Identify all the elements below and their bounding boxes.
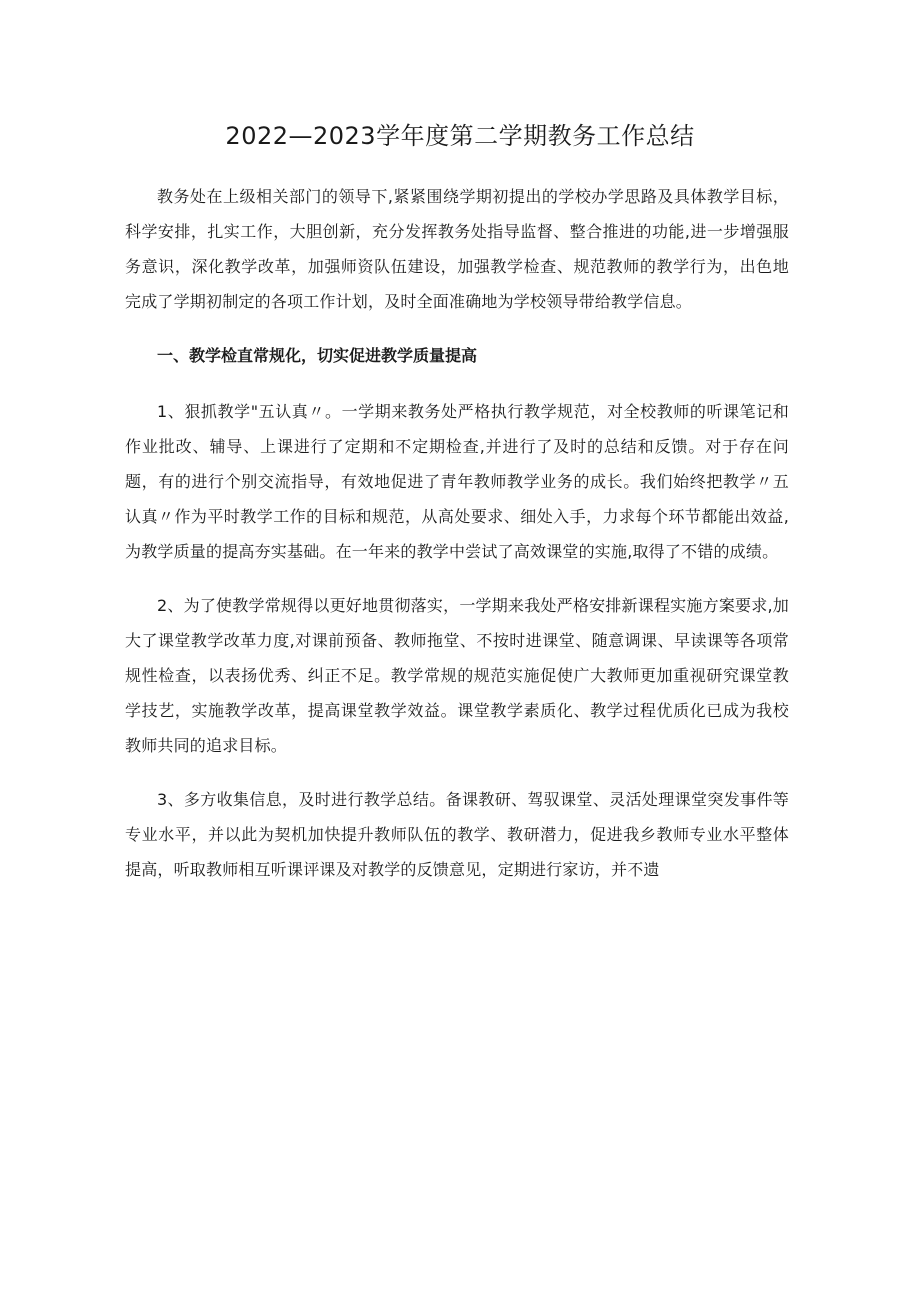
document-title: 2022—2023学年度第二学期教务工作总结 xyxy=(225,122,695,150)
document-body xyxy=(125,179,789,906)
paragraph-1: 1、狠抓教学"五认真〃。一学期来教务处严格执行教学规范，对全校教师的听课笔记和作业批改、辅导、上课进行了定期和不定期检查,并进行了及时的总结和反馈。对于存在问题，有的进行个别交流指导，有效地促进了青年教师教学业务的成长。我们始终把教学〃五认真〃作为平时教学工作的目标和规范，从高处要求、细处入手，力求每个环节都能出效益,为教学质量的提高夯实基础。在一年来的教学中尝试了高效课堂的实施,取得了不错的成绩。 xyxy=(125,402,789,561)
paragraph-2: 2、为了使教学常规得以更好地贯彻落实，一学期来我处严格安排新课程实施方案要求,加大了课堂教学改革力度,对课前预备、教师拖堂、不按时进课堂、随意调课、早读课等各项常规性检查，以表扬优秀、纠正不足。教学常规的规范实施促使广大教师更加重视研究课堂教学技艺，实施教学改革，提高课堂教学效益。课堂教学素质化、教学过程优质化已成为我校教师共同的追求目标。 xyxy=(125,596,789,755)
paragraph-3: 3、多方收集信息，及时进行教学总结。备课教研、驾驭课堂、灵活处理课堂突发事件等专业水平，并以此为契机加快提升教师队伍的教学、教研潜力，促进我乡教师专业水平整体提高，听取教师相互听课评课及对教学的反馈意见，定期进行家访，并不遗 xyxy=(125,790,789,879)
section-heading: 一、教学检直常规化，切实促进教学质量提高 xyxy=(157,346,478,365)
intro-paragraph: 教务处在上级相关部门的领导下,紧紧围绕学期初提出的学校办学思路及具体教学目标，科学安排，扎实工作，大胆创新，充分发挥教务处指导监督、整合推进的功能,进一步增强服务意识，深化教学改革，加强师资队伍建设，加强教学检查、规范教师的教学行为，出色地完成了学期初制定的各项工作计划，及时全面准确地为学校领导带给教学信息。 xyxy=(125,187,789,311)
